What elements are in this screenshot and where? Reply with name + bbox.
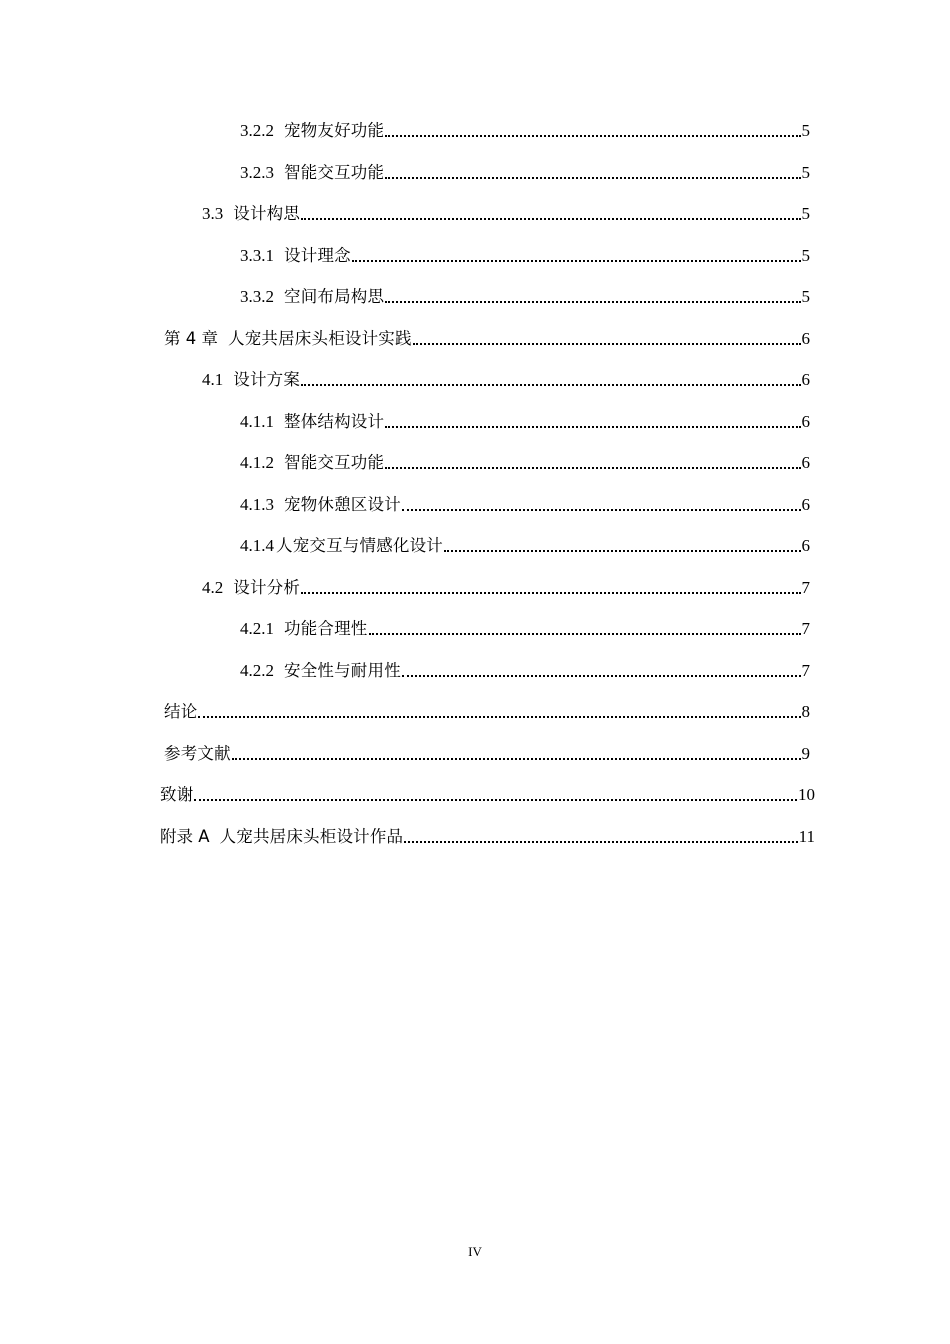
toc-entry-page: 6 <box>801 495 810 514</box>
toc-entry-page: 6 <box>801 412 810 431</box>
toc-entry-chapter[interactable] <box>164 320 810 350</box>
toc-entry-page: 6 <box>801 536 810 555</box>
toc-entry-appendix[interactable] <box>160 818 815 848</box>
toc-entry-title: 安全性与耐用性 <box>284 661 401 680</box>
toc-entry[interactable] <box>202 195 810 225</box>
toc-entry-page: 5 <box>801 121 810 140</box>
toc-dot-leader <box>385 463 800 469</box>
toc-entry-title: 参考文献 <box>164 744 231 763</box>
toc-entry-page: 6 <box>801 329 810 348</box>
toc-entry-number: 4.1.4 <box>240 536 274 555</box>
toc-dot-leader <box>385 422 800 428</box>
toc-entry-title: 功能合理性 <box>284 619 368 638</box>
toc-entry-page: 5 <box>801 163 810 182</box>
toc-entry-acknowledgements[interactable] <box>160 776 815 806</box>
toc-entry[interactable] <box>240 652 810 682</box>
toc-entry[interactable] <box>202 361 810 391</box>
toc-entry-title: 空间布局构思 <box>284 287 385 306</box>
toc-entry-page: 5 <box>801 204 810 223</box>
toc-entry-number: 3.3 <box>202 204 224 223</box>
toc-entry-page: 8 <box>801 702 810 721</box>
toc-dot-leader <box>198 712 800 718</box>
toc-entry-number: 3.3.2 <box>240 287 274 306</box>
toc-entry-title: 设计方案 <box>233 370 301 389</box>
toc-dot-leader <box>232 754 801 760</box>
toc-entry-number: 4.1 <box>202 370 224 389</box>
toc-entry-number: 4.2 <box>202 578 224 597</box>
toc-entry-page: 7 <box>801 578 810 597</box>
toc-dot-leader <box>301 380 800 386</box>
toc-entry-number: 4.1.3 <box>240 495 274 514</box>
toc-entry[interactable] <box>240 112 810 142</box>
toc-entry[interactable] <box>240 486 810 516</box>
toc-entry-title: 宠物友好功能 <box>284 121 385 140</box>
toc-entry-number: 附录 A <box>160 827 210 846</box>
toc-entry-title: 设计理念 <box>284 246 351 265</box>
toc-entry-number: 4.2.1 <box>240 619 274 638</box>
toc-entry-title: 人宠共居床头柜设计实践 <box>228 329 412 348</box>
toc-dot-leader <box>301 588 800 594</box>
toc-entry[interactable] <box>240 527 810 557</box>
toc-dot-leader <box>352 256 801 262</box>
toc-entry-number: 3.3.1 <box>240 246 274 265</box>
toc-entry-page: 7 <box>801 661 810 680</box>
toc-entry-number: 4.2.2 <box>240 661 274 680</box>
toc-entry-title: 宠物休憩区设计 <box>284 495 401 514</box>
toc-dot-leader <box>194 795 797 801</box>
toc-entry-number: 3.2.2 <box>240 121 274 140</box>
toc-dot-leader <box>404 837 797 843</box>
toc-entry[interactable] <box>240 444 810 474</box>
toc-entry-page: 7 <box>801 619 810 638</box>
toc-entry-page: 10 <box>798 785 815 804</box>
toc-dot-leader <box>413 339 801 345</box>
toc-entry-title: 整体结构设计 <box>284 412 385 431</box>
toc-entry[interactable] <box>240 237 810 267</box>
toc-entry-title: 结论 <box>164 702 198 721</box>
toc-entry-conclusion[interactable] <box>164 693 810 723</box>
toc-entry[interactable] <box>240 154 810 184</box>
toc-dot-leader <box>301 214 800 220</box>
toc-entry-number: 3.2.3 <box>240 163 274 182</box>
toc-entry[interactable] <box>202 569 810 599</box>
toc-entry-number: 4.1.2 <box>240 453 274 472</box>
toc-entry-references[interactable] <box>164 735 810 765</box>
toc-entry-page: 6 <box>801 370 810 389</box>
page-footer-number: IV <box>468 1244 482 1259</box>
toc-entry-page: 9 <box>801 744 810 763</box>
toc-entry[interactable] <box>240 403 810 433</box>
toc-dot-leader <box>369 629 801 635</box>
toc-entry-page: 11 <box>798 827 815 846</box>
toc-dot-leader <box>444 546 801 552</box>
toc-entry-title: 智能交互功能 <box>284 163 385 182</box>
toc-dot-leader <box>385 131 800 137</box>
toc-dot-leader <box>385 173 800 179</box>
toc-entry-page: 5 <box>801 246 810 265</box>
toc-entry-page: 5 <box>801 287 810 306</box>
toc-entry[interactable] <box>240 610 810 640</box>
toc-dot-leader <box>402 671 801 677</box>
toc-entry-title: 设计分析 <box>233 578 301 597</box>
toc-dot-leader <box>402 505 801 511</box>
toc-entry-title: 人宠交互与情感化设计 <box>276 536 443 555</box>
toc-entry-title: 设计构思 <box>233 204 301 223</box>
toc-entry-page: 6 <box>801 453 810 472</box>
toc-entry[interactable] <box>240 278 810 308</box>
toc-entry-number: 第 4 章 <box>164 329 218 348</box>
toc-entry-title: 致谢 <box>160 785 194 804</box>
toc-entry-title: 智能交互功能 <box>284 453 385 472</box>
toc-entry-number: 4.1.1 <box>240 412 274 431</box>
toc-dot-leader <box>385 297 800 303</box>
toc-entry-title: 人宠共居床头柜设计作品 <box>219 827 404 846</box>
